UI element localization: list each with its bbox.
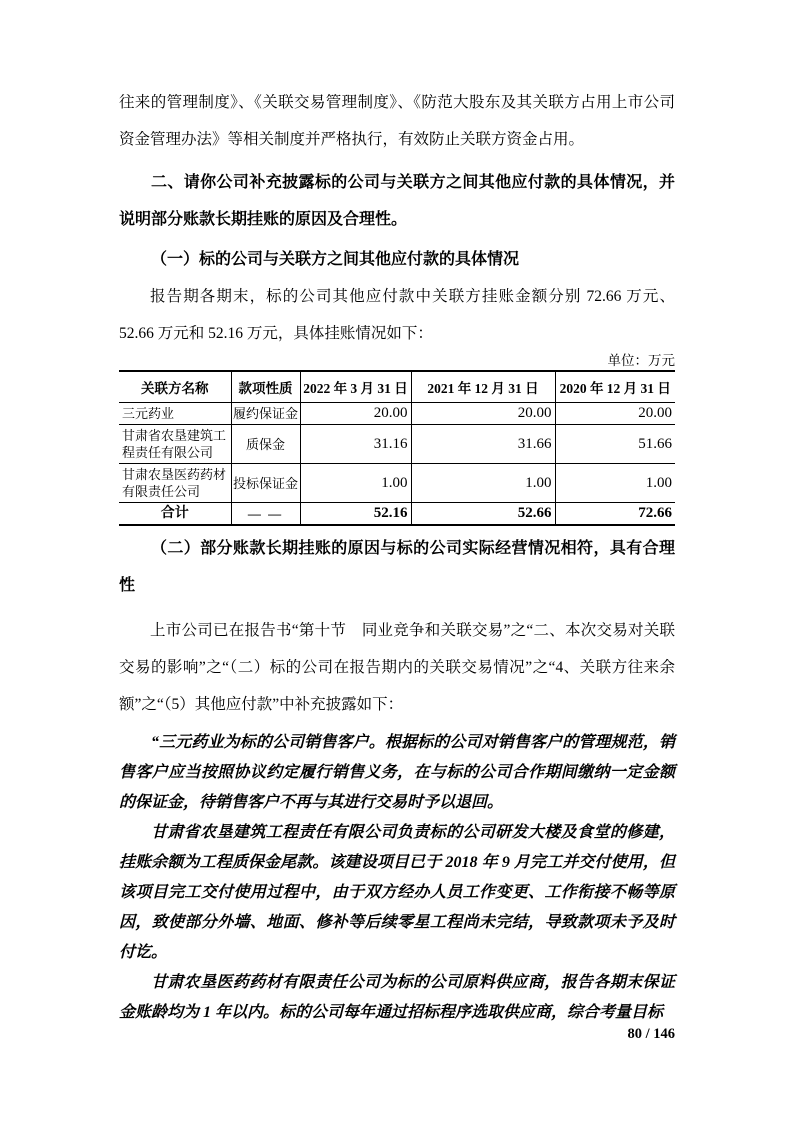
table-total-row (119, 503, 675, 526)
table-cell: 1.00 (300, 464, 411, 503)
table-cell: 31.16 (300, 425, 411, 464)
table-unit-label: 单位：万元 (607, 353, 675, 368)
table-cell: 51.66 (555, 425, 675, 464)
table-cell: 1.00 (555, 464, 675, 503)
table-cell: 20.00 (555, 403, 675, 425)
table-cell: 1.00 (411, 464, 555, 503)
table-cell: 甘肃省农垦建筑工程责任有限公司 (119, 425, 231, 464)
table-cell: 质保金 (231, 425, 300, 464)
page-number: 80 / 146 (627, 1026, 675, 1042)
table-cell: 52.66 (411, 503, 555, 526)
carryover-paragraph: 往来的管理制度》、《关联交易管理制度》、《防范大股东及其关联方占用上市公司资金管理办法》等相关制度并严格执行，有效防止关联方资金占用。 (119, 94, 675, 148)
quote-paragraph-sanyuan: “三元药业为标的公司销售客户。根据标的公司对销售客户的管理规范，销售客户应当按照协议约定履行销售义务，在与标的公司合作期间缴纳一定金额的保证金，待销售客户不再与其进行交易时予以退回。 (119, 734, 675, 811)
quote-paragraph-pharma: 甘肃农垦医药药材有限责任公司为标的公司原料供应商，报告各期末保证金账龄均为 1 年以内。标的公司每年通过招标程序选取供应商，综合考量目标 (119, 974, 675, 1021)
table-cell: 52.16 (300, 503, 411, 526)
table-cell: 72.66 (555, 503, 675, 526)
quote-paragraph-construction: 甘肃省农垦建筑工程责任有限公司负责标的公司研发大楼及食堂的修建，挂账余额为工程质保金尾款。该建设项目已于 2018 年 9 月完工并交付使用，但该项目完工交付使用过程中，由于双方经办人员工作变更、工作衔接不畅等原因，致使部分外墙、地面、修补等后续零星工程尚未完结，导致款项未予及时付讫。 (119, 824, 675, 961)
table-cell: 履约保证金 (231, 403, 300, 425)
table-cell: 20.00 (411, 403, 555, 425)
header-date-2021: 2021 年 12 月 31 日 (411, 371, 555, 403)
table-cell: 甘肃农垦医药药材有限责任公司 (119, 464, 231, 503)
table-cell: 31.66 (411, 425, 555, 464)
table-cell: 20.00 (300, 403, 411, 425)
subsection-2-heading: （二）部分账款长期挂账的原因与标的公司实际经营情况相符，具有合理性 (119, 540, 675, 594)
table-cell: 投标保证金 (231, 464, 300, 503)
table-row (119, 403, 675, 425)
subsection-1-heading: （一）标的公司与关联方之间其他应付款的具体情况 (151, 251, 520, 268)
table-cell: — — (231, 503, 300, 526)
table-row (119, 464, 675, 503)
related-party-payables-table (119, 370, 675, 526)
table-cell-total-label: 合计 (119, 503, 231, 526)
disclosure-paragraph: 上市公司已在报告书“第十节 同业竞争和关联交易”之“二、本次交易对关联交易的影响”之“（二）标的公司在报告期内的关联交易情况”之“4、关联方往来余额”之“（5）其他应付款”中补充披露如下： (119, 622, 675, 713)
section-2-heading: 二、请你公司补充披露标的公司与关联方之间其他应付款的具体情况，并说明部分账款长期挂账的原因及合理性。 (119, 174, 675, 228)
table-row (119, 425, 675, 464)
header-related-party-name: 关联方名称 (119, 371, 231, 403)
header-date-2022: 2022 年 3 月 31 日 (300, 371, 411, 403)
header-payment-nature: 款项性质 (231, 371, 300, 403)
header-date-2020: 2020 年 12 月 31 日 (555, 371, 675, 403)
intro-paragraph: 报告期各期末，标的公司其他应付款中关联方挂账金额分别 72.66 万元、52.66 万元和 52.16 万元，具体挂账情况如下： (119, 288, 675, 342)
table-cell: 三元药业 (119, 403, 231, 425)
table-header-row (119, 371, 675, 403)
